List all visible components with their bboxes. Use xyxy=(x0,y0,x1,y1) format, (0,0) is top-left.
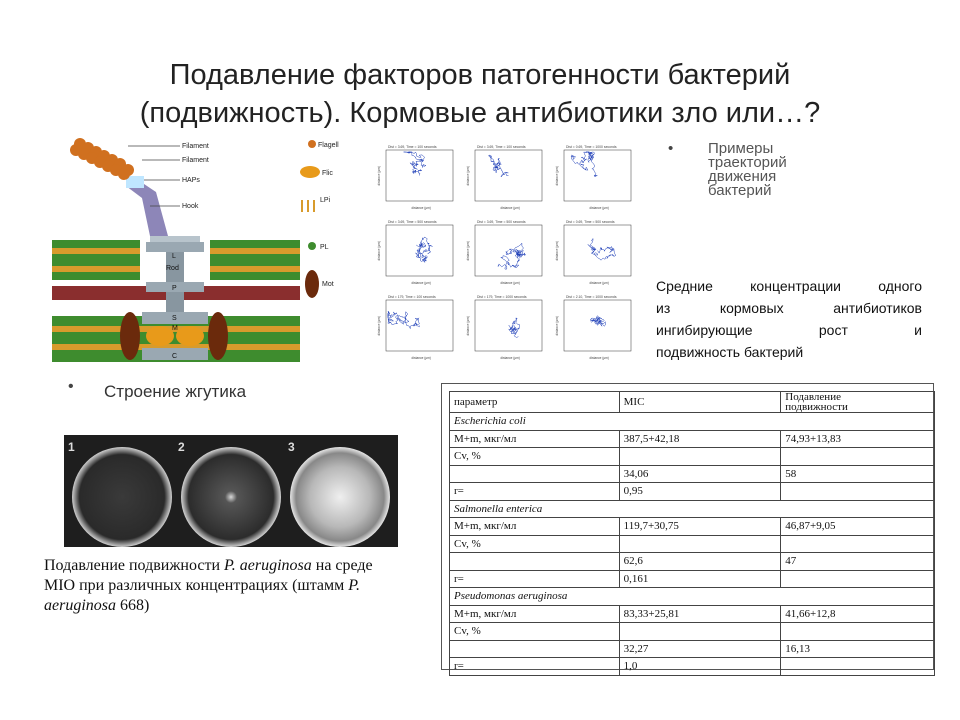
structure-label: Строение жгутика xyxy=(104,382,247,401)
table-organism-row xyxy=(450,413,935,431)
table-cell-c1: r= xyxy=(450,570,620,588)
table-cell-c3: 16,13 xyxy=(781,640,935,658)
table-cell-c2: 387,5+42,18 xyxy=(619,430,781,448)
examples-line-1: Примеры xyxy=(708,140,774,157)
trajectory-ylabel: distance (μm) xyxy=(466,241,470,261)
table-row xyxy=(450,605,935,623)
trajectory-ylabel: distance (μm) xyxy=(555,241,559,261)
table-cell-c1: Cv, % xyxy=(450,448,620,466)
organism-name: Escherichia coli xyxy=(450,413,935,431)
trajectory-ylabel: distance (μm) xyxy=(377,241,381,261)
trajectory-plot xyxy=(466,145,542,210)
examples-line-4: бактерий xyxy=(708,182,772,199)
plate-2 xyxy=(181,447,281,547)
flagellum-diagram xyxy=(50,136,350,370)
label-m-ring: M xyxy=(172,325,178,332)
conc-line-2: из кормовых антибиотиков xyxy=(656,300,922,316)
table-cell-c2 xyxy=(619,623,781,641)
label-hook: Hook xyxy=(182,203,199,210)
table-row xyxy=(450,623,935,641)
svg-text:Mot: Mot xyxy=(322,281,334,288)
table-cell-c3: 46,87+9,05 xyxy=(781,518,935,536)
title-line-1: Подавление факторов патогенности бактерий xyxy=(169,59,791,91)
trajectory-header: Dist = 3.69, Time = 500 seconds xyxy=(388,220,437,224)
trajectory-xlabel: distance (μm) xyxy=(500,281,520,285)
trajectory-ylabel: distance (μm) xyxy=(555,166,559,186)
concentrations-text xyxy=(656,275,922,363)
trajectory-ylabel: distance (μm) xyxy=(466,316,470,336)
conc-line-1: Средние концентрации одного xyxy=(656,278,922,294)
table-cell-c3 xyxy=(781,448,935,466)
table-cell-c1: r= xyxy=(450,483,620,501)
flagellum-legend xyxy=(300,140,339,298)
plate-3 xyxy=(290,447,390,547)
label-s-ring: S xyxy=(172,315,177,322)
table-row xyxy=(450,465,935,483)
trajectory-ylabel: distance (μm) xyxy=(377,316,381,336)
trajectory-plot xyxy=(377,295,453,360)
trajectory-ylabel: distance (μm) xyxy=(377,166,381,186)
table-cell-c2: 32,27 xyxy=(619,640,781,658)
mic-table xyxy=(449,391,935,676)
label-haps: HAPs xyxy=(182,177,200,184)
table-row xyxy=(450,430,935,448)
plate-label-2: 2 xyxy=(178,440,185,454)
table-cell-c3: 41,66+12,8 xyxy=(781,605,935,623)
conc-line-3: ингибирующие рост и xyxy=(656,322,922,338)
examples-label xyxy=(708,142,828,198)
trajectory-header: Dist = 3.69, Time = 100 seconds xyxy=(477,145,526,149)
table-cell-c3 xyxy=(781,658,935,676)
plates-caption: Подавление подвижности P. aeruginosa на среде МІО при различных концентрациях (штамм P. aeruginosa 668) xyxy=(44,557,373,614)
table-cell-c1: Cv, % xyxy=(450,623,620,641)
trajectory-plot xyxy=(377,145,453,210)
table-cell-c2 xyxy=(619,448,781,466)
svg-text:LPi: LPi xyxy=(320,197,331,204)
haps xyxy=(126,176,144,188)
table-row xyxy=(450,535,935,553)
slide-title xyxy=(40,56,920,132)
trajectory-xlabel: distance (μm) xyxy=(411,356,431,360)
header-mic: MIC xyxy=(619,392,781,413)
table-row xyxy=(450,553,935,571)
table-header-row xyxy=(450,392,935,413)
table-cell-c2: 83,33+25,81 xyxy=(619,605,781,623)
trajectory-xlabel: distance (μm) xyxy=(500,206,520,210)
trajectory-xlabel: distance (μm) xyxy=(589,206,609,210)
table-cell-c2: 119,7+30,75 xyxy=(619,518,781,536)
table-cell-c3 xyxy=(781,535,935,553)
trajectory-xlabel: distance (μm) xyxy=(589,281,609,285)
table-cell-c2: 1,0 xyxy=(619,658,781,676)
table-cell-c3 xyxy=(781,483,935,501)
label-filament: Filament xyxy=(182,143,209,150)
trajectory-xlabel: distance (μm) xyxy=(411,281,431,285)
conc-line-4: подвижность бактерий xyxy=(656,344,804,360)
table-cell-c1: Cv, % xyxy=(450,535,620,553)
table-row xyxy=(450,518,935,536)
svg-text:Flagell: Flagell xyxy=(318,142,339,149)
mot-protein-right xyxy=(208,312,228,360)
table-cell-c2: 62,6 xyxy=(619,553,781,571)
trajectory-plot xyxy=(555,145,631,210)
plate-1 xyxy=(72,447,172,547)
structure-bullet: • xyxy=(68,378,74,395)
trajectory-plot xyxy=(466,220,542,285)
table-row xyxy=(450,570,935,588)
label-rod: Rod xyxy=(166,265,179,272)
table-row xyxy=(450,640,935,658)
table-cell-c1: r= xyxy=(450,658,620,676)
organism-name: Pseudomonas aeruginosa xyxy=(450,588,935,606)
title-line-2: (подвижность). Кормовые антибиотики зло или…? xyxy=(139,97,821,129)
trajectory-plot xyxy=(466,295,542,360)
organism-name: Salmonella enterica xyxy=(450,500,935,518)
table-cell-c2: 0,161 xyxy=(619,570,781,588)
table-organism-row xyxy=(450,500,935,518)
examples-line-2: траекторий xyxy=(708,154,787,171)
table-organism-row xyxy=(450,588,935,606)
trajectory-header: Dist = 3.69, Time = 500 seconds xyxy=(477,220,526,224)
table-cell-c1 xyxy=(450,465,620,483)
trajectory-header: Dist = 0.69, Time = 1000 seconds xyxy=(566,145,617,149)
header-parameter: параметр xyxy=(450,392,620,413)
table-cell-c1: M+m, мкг/мл xyxy=(450,518,620,536)
examples-bullet: • xyxy=(668,140,674,157)
petri-plates-photo xyxy=(64,435,398,547)
trajectory-header: Dist = 3.69, Time = 100 seconds xyxy=(388,145,437,149)
table-cell-c1: M+m, мкг/мл xyxy=(450,430,620,448)
trajectory-header: Dist = 179, Time = 1000 seconds xyxy=(477,295,527,299)
svg-text:Flic: Flic xyxy=(322,170,333,177)
plate-label-3: 3 xyxy=(288,440,295,454)
table-cell-c2: 0,95 xyxy=(619,483,781,501)
examples-line-3: движения xyxy=(708,168,777,185)
table-cell-c3 xyxy=(781,570,935,588)
table-cell-c3: 74,93+13,83 xyxy=(781,430,935,448)
table-cell-c1: M+m, мкг/мл xyxy=(450,605,620,623)
table-cell-c3: 58 xyxy=(781,465,935,483)
header-motility: Подавление подвижности xyxy=(781,392,935,413)
label-p-ring: P xyxy=(172,285,177,292)
trajectory-xlabel: distance (μm) xyxy=(411,206,431,210)
table-cell-c1 xyxy=(450,640,620,658)
table-cell-c1 xyxy=(450,553,620,571)
hook xyxy=(126,180,168,236)
table-cell-c2: 34,06 xyxy=(619,465,781,483)
table-cell-c3: 47 xyxy=(781,553,935,571)
table-cell-c3 xyxy=(781,623,935,641)
trajectory-ylabel: distance (μm) xyxy=(555,316,559,336)
trajectory-ylabel: distance (μm) xyxy=(466,166,470,186)
trajectory-xlabel: distance (μm) xyxy=(589,356,609,360)
table-row xyxy=(450,658,935,676)
plate-label-1: 1 xyxy=(68,440,75,454)
label-l-ring: L xyxy=(172,253,176,260)
table-cell-c2 xyxy=(619,535,781,553)
trajectory-xlabel: distance (μm) xyxy=(500,356,520,360)
trajectory-header: Dist = 2.10, Time = 1000 seconds xyxy=(566,295,617,299)
table-row xyxy=(450,483,935,501)
trajectory-plot xyxy=(555,220,631,285)
mot-protein-left xyxy=(120,312,140,360)
label-c-ring: C xyxy=(172,353,178,360)
filament xyxy=(70,138,134,180)
label-flagellin-top: Filament xyxy=(182,157,209,164)
trajectory-plot xyxy=(377,220,453,285)
trajectory-header: Dist = 179, Time = 100 seconds xyxy=(388,295,436,299)
trajectory-header: Dist = 0.69, Time = 500 seconds xyxy=(566,220,615,224)
trajectory-plots xyxy=(372,140,640,366)
table-row xyxy=(450,448,935,466)
svg-text:PL: PL xyxy=(320,244,329,251)
trajectory-plot xyxy=(555,295,631,360)
